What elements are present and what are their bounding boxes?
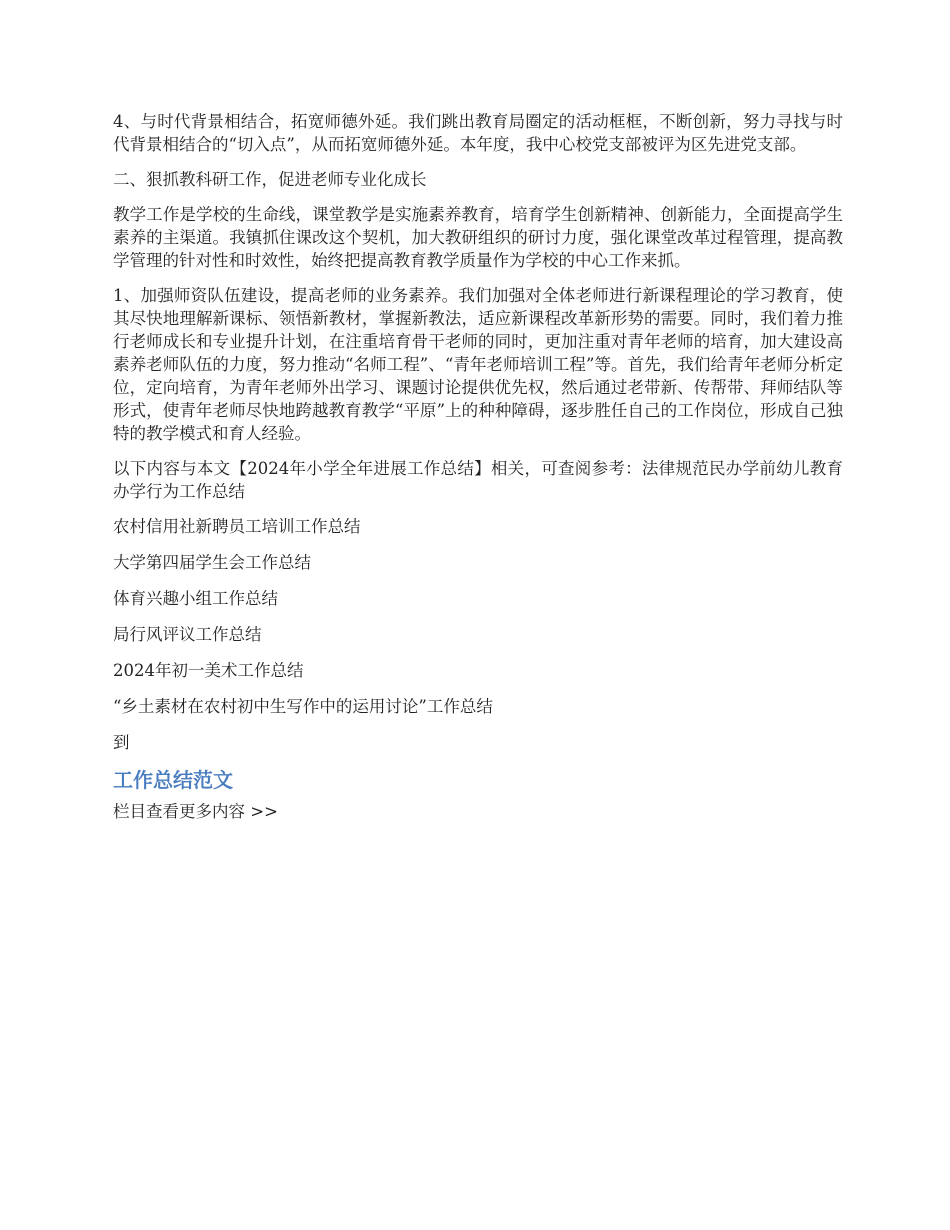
- paragraph-teacher-training: 1、加强师资队伍建设，提高老师的业务素养。我们加强对全体老师进行新课程理论的学习教育，使其尽快地理解新课标、领悟新教材，掌握新教法，适应新课程改革新形势的需要。同时，我们着力推行老师成长和专业提升计划，在注重培育骨干老师的同时，更加注重对青年老师的培育，加大建设高素养老师队伍的力度，努力推动“名师工程”、“青年老师培训工程”等。首先，我们给青年老师分析定位，定向培育，为青年老师外出学习、课题讨论提供优先权，然后通过老带新、传帮带、拜师结队等形式，使青年老师尽快地跨越教育教学“平原”上的种种障碍，逐步胜任自己的工作岗位，形成自己独特的教学模式和育人经验。: [113, 286, 843, 443]
- document-body: [113, 110, 843, 823]
- paragraph-teaching-work: 教学工作是学校的生命线，课堂教学是实施素养教育，培育学生创新精神、创新能力，全面提高学生素养的主渠道。我镇抓住课改这个契机，加大教研组织的研讨力度，强化课堂改革过程管理，提高教学管理的针对性和时效性，始终把提高教育教学质量作为学校的中心工作来抓。: [113, 205, 843, 270]
- related-intro-paragraph: 以下内容与本文【2024年小学全年进展工作总结】相关，可查阅参考：法律规范民办学前幼儿教育办学行为工作总结: [113, 459, 843, 501]
- paragraph-teacher-ethics: 4、与时代背景相结合，拓宽师德外延。我们跳出教育局圈定的活动框框，不断创新，努力寻找与时代背景相结合的“切入点”，从而拓宽师德外延。本年度，我中心校党支部被评为区先进党支部。: [113, 112, 843, 154]
- related-item[interactable]: 局行风评议工作总结: [113, 625, 262, 644]
- section-heading-link[interactable]: 工作总结范文: [113, 768, 233, 792]
- related-item[interactable]: 农村信用社新聘员工培训工作总结: [113, 517, 361, 536]
- related-list: [113, 515, 843, 718]
- view-more-link[interactable]: 栏目查看更多内容 >>: [113, 802, 278, 821]
- to-text: 到: [113, 733, 130, 752]
- related-item[interactable]: 大学第四届学生会工作总结: [113, 553, 311, 572]
- related-item[interactable]: “乡土素材在农村初中生写作中的运用讨论”工作总结: [113, 697, 493, 716]
- section-title-research: 二、狠抓教科研工作，促进老师专业化成长: [113, 170, 427, 189]
- related-item[interactable]: 体育兴趣小组工作总结: [113, 589, 278, 608]
- related-item[interactable]: 2024年初一美术工作总结: [113, 661, 304, 680]
